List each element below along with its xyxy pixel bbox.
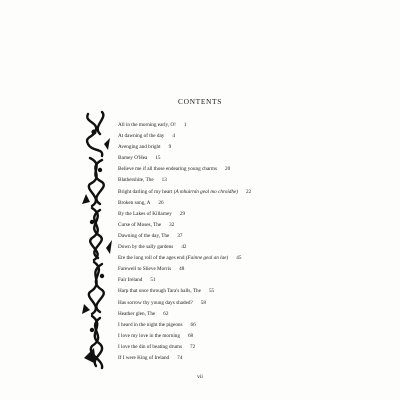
entry-page-number: 45 bbox=[236, 255, 242, 262]
contents-entry bbox=[118, 120, 393, 131]
contents-entry bbox=[118, 220, 393, 231]
entry-page-number: 26 bbox=[158, 199, 164, 206]
entry-title: Down by the sally gardens bbox=[118, 244, 174, 251]
contents-entry bbox=[118, 320, 393, 331]
contents-entry bbox=[118, 309, 393, 320]
entry-title: I love my love in the morning bbox=[118, 332, 180, 339]
contents-entry bbox=[118, 298, 393, 309]
entry-page-number: 66 bbox=[190, 321, 196, 328]
contents-entry bbox=[118, 209, 393, 220]
entry-title: All in the morning early, O! bbox=[118, 122, 176, 128]
contents-entry bbox=[118, 187, 393, 198]
contents-entry bbox=[118, 153, 393, 164]
entry-title: Avenging and bright bbox=[118, 144, 161, 151]
contents-entry bbox=[118, 253, 393, 264]
entry-title: Fair Ireland bbox=[118, 277, 143, 284]
entry-page-number: 68 bbox=[187, 332, 194, 339]
entry-page-number: 1 bbox=[183, 122, 187, 128]
contents-entry bbox=[118, 142, 393, 153]
entry-page-number: 37 bbox=[177, 232, 183, 239]
entry-title: I heard in the night the pigeons bbox=[118, 321, 183, 328]
contents-entry bbox=[118, 242, 393, 253]
contents-entry bbox=[118, 131, 393, 142]
entry-title: Curse of Moses, The bbox=[118, 221, 162, 228]
contents-entry bbox=[118, 286, 393, 297]
page-heading: CONTENTS bbox=[178, 97, 222, 106]
entry-title: By the Lakes of Killarney bbox=[118, 210, 172, 217]
entry-title: I love the din of beating drums bbox=[118, 343, 182, 350]
entry-page-number: 48 bbox=[179, 266, 185, 273]
entry-title: Barney O'Hea bbox=[118, 155, 148, 162]
contents-entry bbox=[118, 231, 393, 242]
entry-title: If I were King of Ireland bbox=[118, 354, 170, 361]
contents-entry bbox=[118, 275, 393, 286]
entry-title: Believe me if all those endearing young charms bbox=[118, 166, 217, 173]
entry-title: Heather glen, The bbox=[118, 310, 156, 317]
entry-page-number: 62 bbox=[163, 310, 169, 317]
entry-page-number: 22 bbox=[246, 188, 252, 195]
entry-title: Farewell to Slieve Morris bbox=[118, 266, 172, 273]
entry-page-number: 72 bbox=[189, 343, 196, 350]
contents-entry bbox=[118, 353, 393, 364]
entry-page-number: 55 bbox=[208, 288, 215, 295]
entry-page-number: 15 bbox=[155, 155, 161, 162]
entry-page-number: 74 bbox=[177, 354, 183, 361]
entry-page-number: 42 bbox=[181, 244, 187, 251]
contents-entry bbox=[118, 198, 393, 209]
entry-title: Ere the long roll of the ages end (Fainne geal an lae) bbox=[118, 255, 229, 262]
entry-page-number: 51 bbox=[150, 277, 156, 284]
entry-page-number: 9 bbox=[168, 144, 172, 151]
contents-entry bbox=[118, 264, 393, 275]
entry-page-number: 20 bbox=[224, 166, 231, 173]
entry-page-number: 4 bbox=[172, 133, 175, 140]
contents-entry bbox=[118, 164, 393, 175]
entry-title: At dawning of the day bbox=[118, 133, 165, 140]
entry-page-number: 29 bbox=[179, 210, 186, 217]
page-number: vii bbox=[197, 374, 203, 380]
entry-page-number: 13 bbox=[161, 177, 167, 184]
entry-title: Bright darling of my heart (A mhuirnín geal mo chroidhe) bbox=[118, 188, 239, 195]
entry-page-number: 58 bbox=[200, 299, 206, 306]
celtic-knot-ornament bbox=[82, 108, 112, 373]
contents-entry bbox=[118, 342, 393, 353]
entry-title: Dawning of the day, The bbox=[118, 232, 170, 239]
entry-title: Blathershite, The bbox=[118, 177, 154, 184]
entry-title: Broken song, A bbox=[118, 199, 151, 206]
contents-list bbox=[118, 120, 393, 364]
entry-page-number: 32 bbox=[169, 221, 175, 228]
entry-title: Has sorrow thy young days shaded? bbox=[118, 299, 193, 306]
contents-entry bbox=[118, 331, 393, 342]
contents-entry bbox=[118, 175, 393, 186]
entry-title: Harp that once through Tara's halls, The bbox=[118, 288, 201, 295]
